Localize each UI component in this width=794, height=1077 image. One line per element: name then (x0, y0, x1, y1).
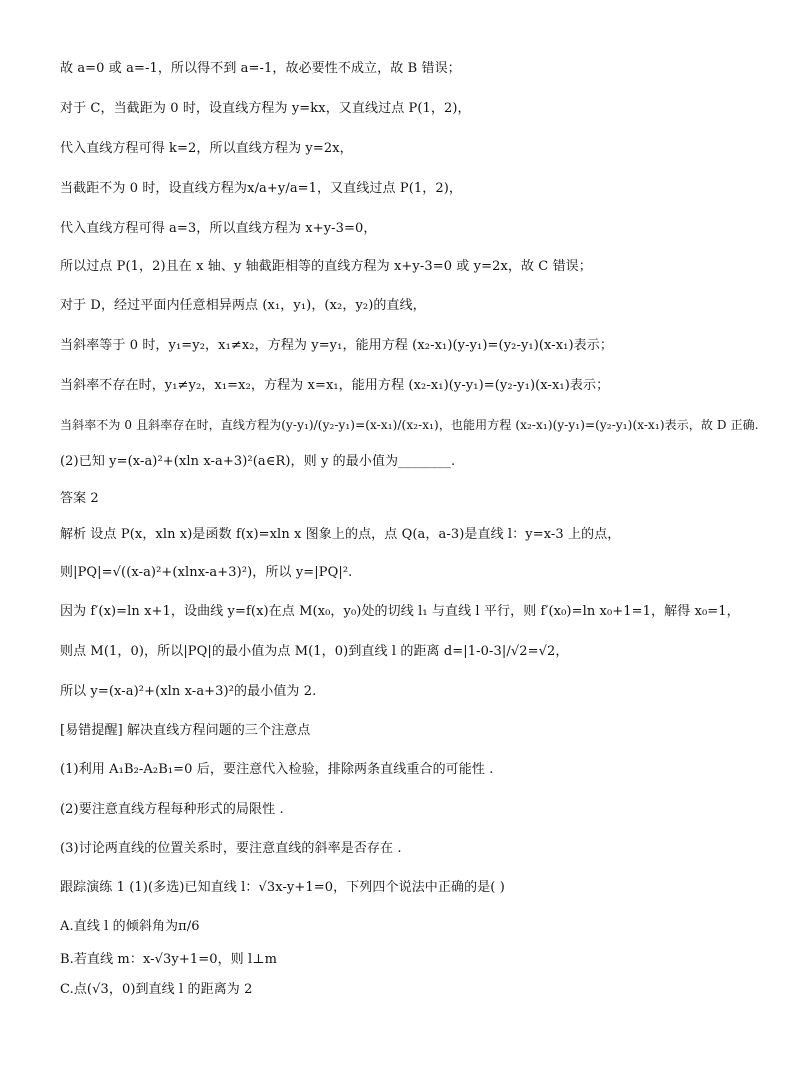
analysis-line: 解析 设点 P(x，xln x)是函数 f(x)=xln x 图象上的点，点 Q(a，a-3)是直线 l：y=x-3 上的点， (60, 527, 621, 542)
text-line: 对于 D，经过平面内任意相异两点 (x₁，y₁)，(x₂，y₂)的直线， (60, 298, 426, 313)
text-line: 当斜率不为 0 且斜率存在时，直线方程为(y-y₁)/(y₂-y₁)=(x-x₁)/(x₂-x₁)，也能用方程 (x₂-x₁)(y-y₁)=(y₂-y₁)(x-x₁)表示，故 D 正确. (60, 418, 759, 432)
analysis-line: 则|PQ|=√((x-a)²+(xlnx-a+3)²)，所以 y=|PQ|². (60, 565, 353, 580)
reminder-item: (2)要注意直线方程每种形式的局限性 . (60, 802, 284, 817)
reminder-heading: [易错提醒] 解决直线方程问题的三个注意点 (60, 723, 311, 738)
exercise-question: 跟踪演练 1 (1)(多选)已知直线 l：√3x-y+1=0，下列四个说法中正确的是( ) (60, 880, 505, 895)
reminder-item: (3)讨论两直线的位置关系时，要注意直线的斜率是否存在 . (60, 841, 402, 856)
question-line: (2)已知 y=(x-a)²+(xln x-a+3)²(a∈R)，则 y 的最小值为________. (60, 454, 456, 469)
text-line: 对于 C，当截距为 0 时，设直线方程为 y=kx，又直线过点 P(1，2)， (60, 101, 471, 116)
text-line: 故 a=0 或 a=-1，所以得不到 a=-1，故必要性不成立，故 B 错误； (60, 61, 461, 76)
answer-line: 答案 2 (60, 491, 99, 506)
analysis-line: 所以 y=(x-a)²+(xln x-a+3)²的最小值为 2. (60, 684, 317, 699)
text-line: 代入直线方程可得 a=3，所以直线方程为 x+y-3=0， (60, 221, 377, 236)
text-line: 代入直线方程可得 k=2，所以直线方程为 y=2x， (60, 141, 353, 156)
option-c: C.点(√3，0)到直线 l 的距离为 2 (60, 982, 253, 997)
reminder-item: (1)利用 A₁B₂-A₂B₁=0 后，要注意代入检验，排除两条直线重合的可能性 . (60, 762, 494, 777)
option-a: A.直线 l 的倾斜角为π/6 (60, 919, 200, 934)
text-line: 当斜率不存在时，y₁≠y₂，x₁=x₂，方程为 x=x₁，能用方程 (x₂-x₁)(y-y₁)=(y₂-y₁)(x-x₁)表示； (60, 378, 610, 393)
text-line: 所以过点 P(1，2)且在 x 轴、y 轴截距相等的直线方程为 x+y-3=0 或 y=2x，故 C 错误； (60, 259, 592, 274)
text-line: 当斜率等于 0 时，y₁=y₂，x₁≠x₂，方程为 y=y₁，能用方程 (x₂-x₁)(y-y₁)=(y₂-y₁)(x-x₁)表示； (60, 338, 613, 353)
option-b: B.若直线 m：x-√3y+1=0，则 l⊥m (60, 952, 278, 967)
analysis-line: 则点 M(1，0)，所以|PQ|的最小值为点 M(1，0)到直线 l 的距离 d=|1-0-3|/√2=√2， (60, 644, 569, 659)
text-line: 当截距不为 0 时，设直线方程为x/a+y/a=1，又直线过点 P(1，2)， (60, 181, 462, 196)
analysis-line: 因为 f′(x)=ln x+1，设曲线 y=f(x)在点 M(x₀，y₀)处的切线 l₁ 与直线 l 平行，则 f′(x₀)=ln x₀+1=1，解得 x₀=1， (60, 604, 740, 619)
